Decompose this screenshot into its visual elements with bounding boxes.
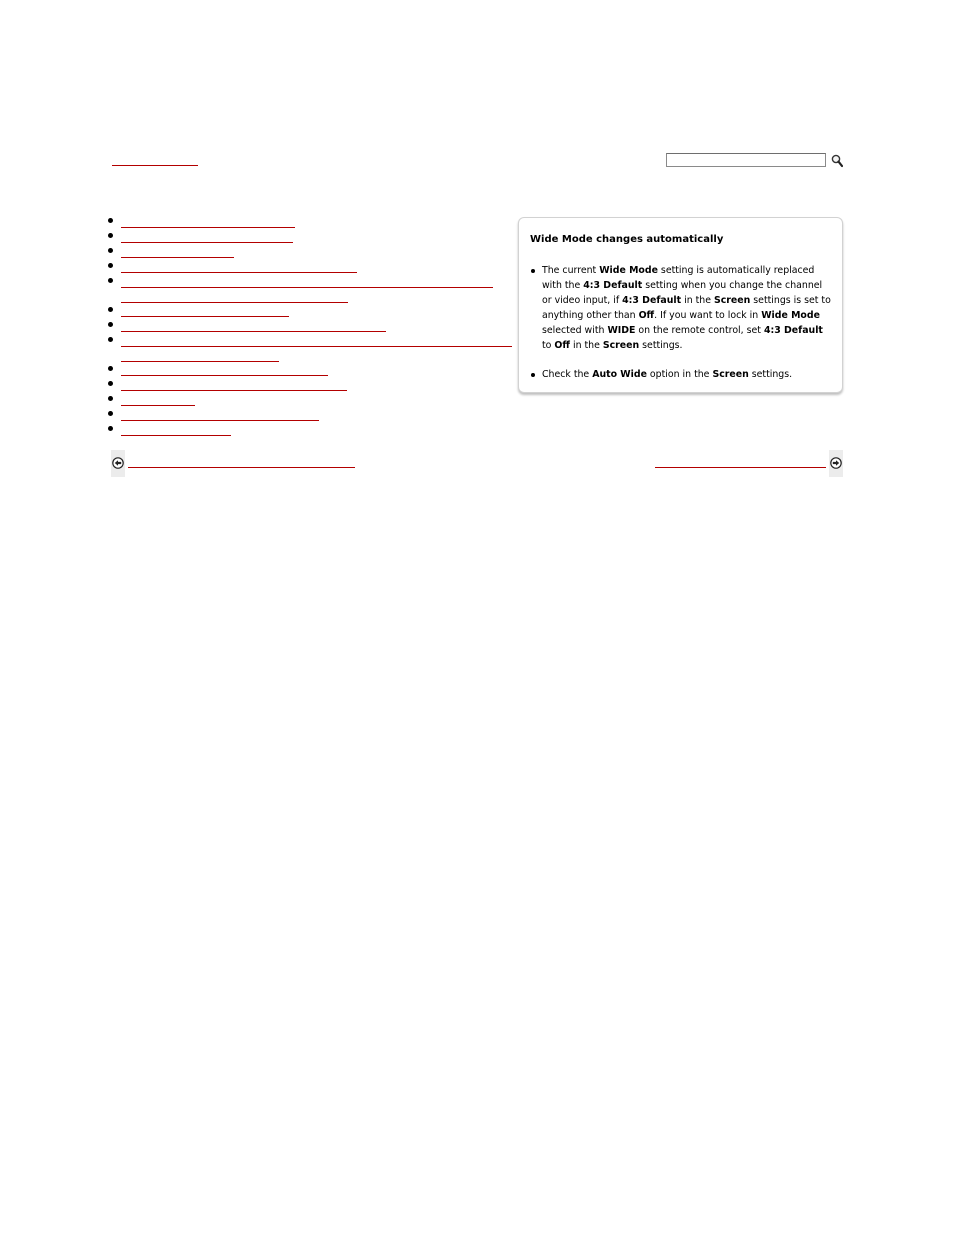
text: in the [681,295,714,306]
bullet-icon [108,322,113,327]
bullet-icon [108,233,113,238]
bullet-icon [108,307,113,312]
text: settings is set to anything other than [542,295,831,321]
text: settings. [748,369,793,380]
text: . If you want to lock in [654,310,762,321]
search-input[interactable] [666,153,826,167]
text: on the remote control, set [635,325,764,336]
topic-link[interactable] [121,407,319,421]
search-button[interactable] [831,153,843,167]
magnifier-icon [831,154,843,168]
topic-link[interactable] [121,214,295,228]
term: Wide Mode [599,265,658,276]
text: The current [542,265,600,276]
previous-page-link[interactable] [128,455,355,468]
bullet-icon [108,337,113,342]
term: 4:3 Default [583,280,643,291]
term: Off [554,340,570,351]
term: Off [638,310,655,321]
topic-link[interactable] [121,259,357,273]
topic-link-continued[interactable] [121,289,348,303]
callout-paragraph [542,367,834,382]
topic-link[interactable] [121,333,512,347]
bullet-icon [108,411,113,416]
term: WIDE [607,325,636,336]
next-page-button[interactable] [829,450,843,477]
callout-paragraph [542,263,834,353]
callout-title: Wide Mode changes automatically [530,234,724,245]
text: selected with [542,325,608,336]
term: Screen [713,295,751,306]
topic-link[interactable] [121,229,293,243]
bullet-icon [531,269,535,273]
bullet-icon [108,263,113,268]
arrow-right-circle-icon [830,457,842,469]
text: to [542,340,555,351]
bullet-icon [108,381,113,386]
bullet-icon [108,426,113,431]
topic-link[interactable] [121,392,195,406]
topic-link-continued[interactable] [121,348,279,362]
search-box [666,153,842,169]
term: 4:3 Default [622,295,682,306]
bullet-icon [108,366,113,371]
term: Wide Mode [761,310,820,321]
text: settings. [639,340,683,351]
next-page-link[interactable] [655,455,826,468]
text: Check the [542,369,593,380]
bullet-icon [531,373,535,377]
topic-link[interactable] [121,422,231,436]
topic-link[interactable] [121,377,347,391]
term: Screen [712,369,749,380]
arrow-left-circle-icon [112,457,124,469]
text: option in the [646,369,713,380]
tip-callout [518,217,843,393]
bullet-icon [108,278,113,283]
text: in the [569,340,603,351]
bullet-icon [108,218,113,223]
topic-link[interactable] [121,244,234,258]
term: 4:3 Default [763,325,823,336]
topic-link[interactable] [121,303,289,317]
bullet-icon [108,248,113,253]
topic-link[interactable] [121,274,493,288]
term: Auto Wide [592,369,647,380]
text: setting when you change the channel or video input, if [542,280,823,306]
topic-link[interactable] [121,362,328,376]
topic-link[interactable] [121,318,386,332]
text: setting is automatically replaced with the [542,265,815,291]
previous-page-button[interactable] [111,450,125,477]
bullet-icon [108,396,113,401]
top-link[interactable] [112,152,198,166]
term: Screen [602,340,640,351]
